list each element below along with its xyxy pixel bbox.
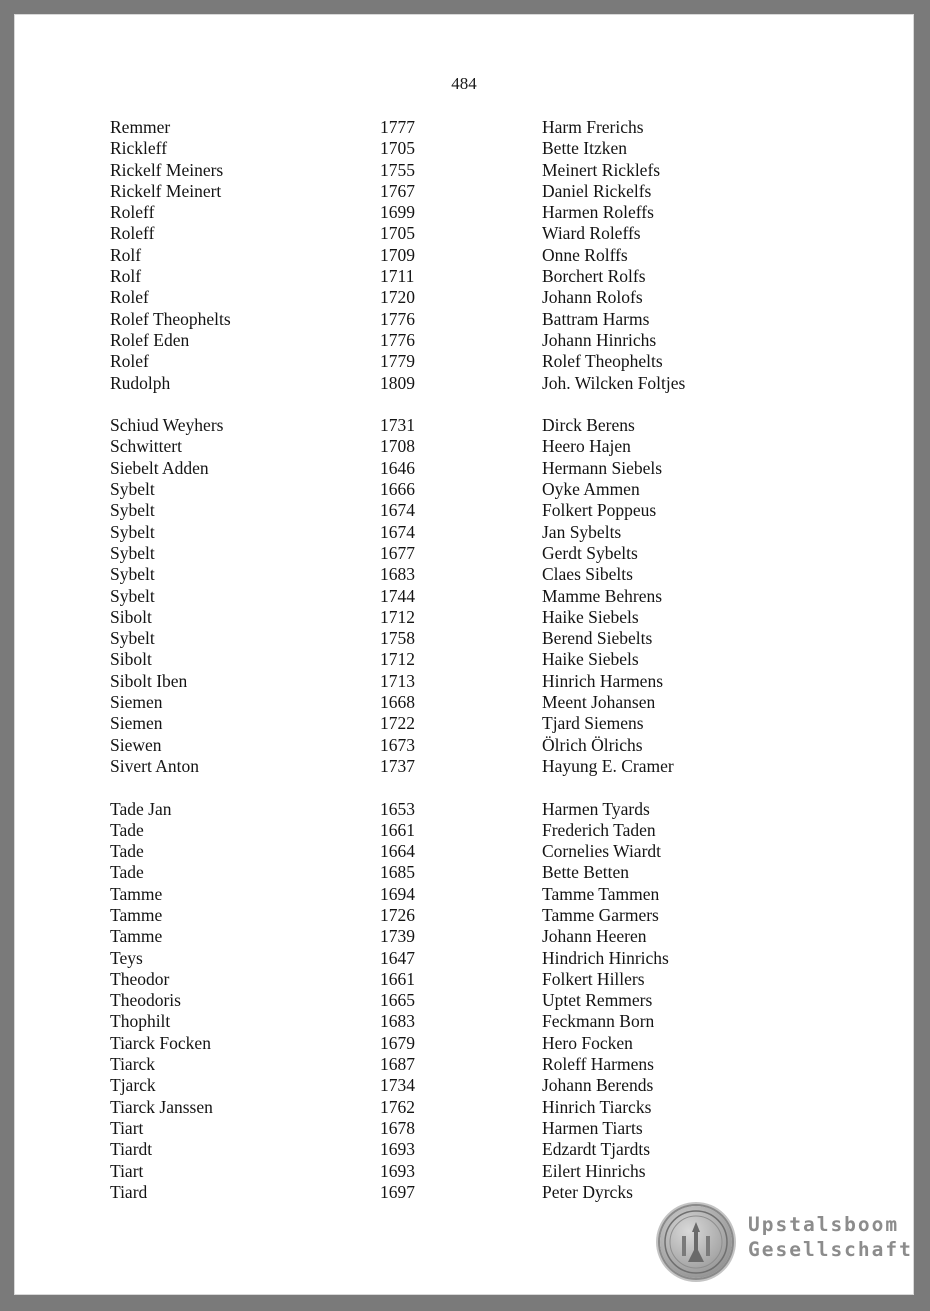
row-name: Sybelt bbox=[110, 564, 155, 585]
row-person: Battram Harms bbox=[542, 308, 650, 329]
row-person: Harmen Tiarts bbox=[542, 1117, 643, 1138]
row-year: 1744 bbox=[380, 585, 415, 606]
row-name: Tiart bbox=[110, 1160, 144, 1181]
list-row bbox=[110, 564, 810, 585]
list-row bbox=[110, 649, 810, 670]
row-year: 1678 bbox=[380, 1117, 415, 1138]
list-row bbox=[110, 223, 810, 244]
row-year: 1687 bbox=[380, 1054, 415, 1075]
row-name: Siewen bbox=[110, 734, 162, 755]
row-name: Rudolph bbox=[110, 372, 171, 393]
row-person: Claes Sibelts bbox=[542, 564, 633, 585]
list-row bbox=[110, 522, 810, 543]
row-name: Rickelf Meiners bbox=[110, 159, 224, 180]
row-name: Theodor bbox=[110, 968, 170, 989]
row-person: Wiard Roleffs bbox=[542, 223, 641, 244]
row-year: 1726 bbox=[380, 904, 415, 925]
row-person: Johann Berends bbox=[542, 1075, 654, 1096]
row-person: Frederich Taden bbox=[542, 819, 656, 840]
row-name: Sibolt Iben bbox=[110, 670, 188, 691]
row-person: Mamme Behrens bbox=[542, 585, 663, 606]
row-person: Bette Betten bbox=[542, 862, 629, 883]
row-name: Tjarck bbox=[110, 1075, 156, 1096]
list-row bbox=[110, 969, 810, 990]
row-name: Tade Jan bbox=[110, 798, 172, 819]
row-person: Tjard Siemens bbox=[542, 713, 644, 734]
logo-line-1: Upstalsboom bbox=[748, 1213, 900, 1236]
row-year: 1673 bbox=[380, 734, 415, 755]
row-year: 1722 bbox=[380, 713, 415, 734]
row-person: Hindrich Hinrichs bbox=[542, 947, 669, 968]
row-person: Roleff Harmens bbox=[542, 1054, 654, 1075]
row-person: Eilert Hinrichs bbox=[542, 1160, 646, 1181]
row-name: Sibolt bbox=[110, 649, 152, 670]
row-year: 1694 bbox=[380, 883, 415, 904]
list-row bbox=[110, 1075, 810, 1096]
row-person: Folkert Poppeus bbox=[542, 500, 657, 521]
list-row bbox=[110, 1097, 810, 1118]
row-person: Hero Focken bbox=[542, 1032, 633, 1053]
list-row bbox=[110, 1139, 810, 1160]
row-name: Rolef bbox=[110, 287, 149, 308]
row-name: Thophilt bbox=[110, 1011, 171, 1032]
list-row bbox=[110, 756, 810, 777]
list-row bbox=[110, 841, 810, 862]
upstalsboom-logo bbox=[660, 1206, 913, 1282]
row-name: Sybelt bbox=[110, 500, 155, 521]
row-year: 1762 bbox=[380, 1096, 415, 1117]
row-year: 1661 bbox=[380, 819, 415, 840]
row-person: Meent Johansen bbox=[542, 692, 656, 713]
row-year: 1767 bbox=[380, 180, 415, 201]
row-name: Siebelt Adden bbox=[110, 457, 209, 478]
row-name: Tamme bbox=[110, 926, 163, 947]
row-year: 1731 bbox=[380, 415, 415, 436]
row-person: Hermann Siebels bbox=[542, 457, 663, 478]
seal-icon bbox=[660, 1206, 732, 1278]
row-name: Rolf bbox=[110, 244, 142, 265]
row-person: Hinrich Tiarcks bbox=[542, 1096, 652, 1117]
row-person: Berend Siebelts bbox=[542, 628, 653, 649]
row-year: 1737 bbox=[380, 755, 415, 776]
row-name: Rolef bbox=[110, 351, 149, 372]
row-year: 1674 bbox=[380, 521, 415, 542]
row-year: 1712 bbox=[380, 649, 415, 670]
row-name: Tamme bbox=[110, 883, 163, 904]
row-name: Tiarck bbox=[110, 1054, 156, 1075]
row-person: Meinert Ricklefs bbox=[542, 159, 661, 180]
row-name: Theodoris bbox=[110, 990, 181, 1011]
row-person: Cornelies Wiardt bbox=[542, 841, 662, 862]
row-name: Rolef Theophelts bbox=[110, 308, 231, 329]
row-name: Tamme bbox=[110, 904, 163, 925]
row-year: 1734 bbox=[380, 1075, 415, 1096]
row-year: 1739 bbox=[380, 926, 415, 947]
row-person: Johann Hinrichs bbox=[542, 329, 657, 350]
list-row bbox=[110, 138, 810, 159]
row-year: 1709 bbox=[380, 244, 415, 265]
list-row bbox=[110, 671, 810, 692]
list-row bbox=[110, 884, 810, 905]
row-person: Haike Siebels bbox=[542, 649, 639, 670]
row-year: 1666 bbox=[380, 479, 415, 500]
row-name: Siemen bbox=[110, 692, 163, 713]
list-row bbox=[110, 181, 810, 202]
row-name: Schiud Weyhers bbox=[110, 415, 224, 436]
row-person: Joh. Wilcken Foltjes bbox=[542, 372, 686, 393]
list-row bbox=[110, 905, 810, 926]
row-year: 1776 bbox=[380, 329, 415, 350]
row-year: 1665 bbox=[380, 990, 415, 1011]
row-person: Tamme Garmers bbox=[542, 904, 659, 925]
name-register-list bbox=[110, 117, 810, 1203]
row-name: Tade bbox=[110, 862, 144, 883]
row-person: Harmen Tyards bbox=[542, 798, 650, 819]
row-name: Tiardt bbox=[110, 1139, 153, 1160]
list-row bbox=[110, 245, 810, 266]
row-name: Sybelt bbox=[110, 521, 155, 542]
list-row bbox=[110, 990, 810, 1011]
row-name: Tiard bbox=[110, 1181, 148, 1202]
list-row bbox=[110, 266, 810, 287]
row-person: Haike Siebels bbox=[542, 606, 639, 627]
row-name: Tiarck Focken bbox=[110, 1032, 211, 1053]
seal-emblem bbox=[660, 1206, 732, 1278]
row-name: Rickleff bbox=[110, 138, 168, 159]
list-row bbox=[110, 735, 810, 756]
row-person: Johann Rolofs bbox=[542, 287, 643, 308]
list-row bbox=[110, 351, 810, 372]
row-name: Sybelt bbox=[110, 585, 155, 606]
row-year: 1758 bbox=[380, 628, 415, 649]
row-person: Jan Sybelts bbox=[542, 521, 622, 542]
row-year: 1755 bbox=[380, 159, 415, 180]
row-year: 1697 bbox=[380, 1181, 415, 1202]
row-person: Feckmann Born bbox=[542, 1011, 655, 1032]
row-name: Tade bbox=[110, 841, 144, 862]
list-row bbox=[110, 458, 810, 479]
row-person: Folkert Hillers bbox=[542, 968, 645, 989]
row-person: Ölrich Ölrichs bbox=[542, 734, 643, 755]
row-year: 1683 bbox=[380, 1011, 415, 1032]
row-year: 1713 bbox=[380, 670, 415, 691]
row-year: 1693 bbox=[380, 1139, 415, 1160]
list-row bbox=[110, 309, 810, 330]
document-page bbox=[14, 14, 914, 1295]
row-year: 1685 bbox=[380, 862, 415, 883]
row-year: 1679 bbox=[380, 1032, 415, 1053]
row-person: Daniel Rickelfs bbox=[542, 180, 652, 201]
row-person: Rolef Theophelts bbox=[542, 351, 663, 372]
row-name: Sybelt bbox=[110, 542, 155, 563]
list-row bbox=[110, 713, 810, 734]
row-year: 1646 bbox=[380, 457, 415, 478]
row-year: 1777 bbox=[380, 117, 415, 137]
row-person: Oyke Ammen bbox=[542, 479, 640, 500]
row-person: Bette Itzken bbox=[542, 138, 628, 159]
row-year: 1699 bbox=[380, 202, 415, 223]
row-year: 1776 bbox=[380, 308, 415, 329]
row-name: Roleff bbox=[110, 202, 155, 223]
row-year: 1711 bbox=[380, 266, 415, 287]
list-row bbox=[110, 373, 810, 394]
row-person: Onne Rolffs bbox=[542, 244, 628, 265]
list-row bbox=[110, 607, 810, 628]
list-row bbox=[110, 330, 810, 351]
list-row bbox=[110, 436, 810, 457]
row-name: Siemen bbox=[110, 713, 163, 734]
list-row bbox=[110, 1054, 810, 1075]
list-row bbox=[110, 628, 810, 649]
list-row bbox=[110, 117, 810, 138]
logo-text bbox=[748, 1212, 913, 1262]
row-year: 1683 bbox=[380, 564, 415, 585]
row-person: Hayung E. Cramer bbox=[542, 755, 674, 776]
row-name: Tiarck Janssen bbox=[110, 1096, 213, 1117]
row-year: 1661 bbox=[380, 968, 415, 989]
row-person: Gerdt Sybelts bbox=[542, 542, 638, 563]
logo-line-2: Gesellschaft bbox=[748, 1238, 913, 1261]
row-year: 1674 bbox=[380, 500, 415, 521]
row-year: 1668 bbox=[380, 692, 415, 713]
list-row bbox=[110, 287, 810, 308]
row-name: Tiart bbox=[110, 1117, 144, 1138]
row-year: 1647 bbox=[380, 947, 415, 968]
row-name: Rolef Eden bbox=[110, 329, 190, 350]
row-person: Peter Dyrcks bbox=[542, 1181, 633, 1202]
row-name: Tade bbox=[110, 819, 144, 840]
row-person: Harmen Roleffs bbox=[542, 202, 654, 223]
row-year: 1712 bbox=[380, 606, 415, 627]
row-name: Roleff bbox=[110, 223, 155, 244]
row-name: Sybelt bbox=[110, 479, 155, 500]
list-row bbox=[110, 1033, 810, 1054]
row-year: 1720 bbox=[380, 287, 415, 308]
row-person: Heero Hajen bbox=[542, 436, 631, 457]
row-year: 1809 bbox=[380, 372, 415, 393]
row-name: Sibolt bbox=[110, 606, 152, 627]
row-person: Tamme Tammen bbox=[542, 883, 660, 904]
list-row bbox=[110, 1161, 810, 1182]
list-row bbox=[110, 500, 810, 521]
list-row bbox=[110, 948, 810, 969]
list-row bbox=[110, 820, 810, 841]
list-row bbox=[110, 1118, 810, 1139]
row-name: Sybelt bbox=[110, 628, 155, 649]
row-person: Harm Frerichs bbox=[542, 117, 644, 137]
row-person: Uptet Remmers bbox=[542, 990, 653, 1011]
list-row bbox=[110, 1182, 810, 1203]
row-year: 1677 bbox=[380, 542, 415, 563]
list-row bbox=[110, 543, 810, 564]
row-year: 1705 bbox=[380, 223, 415, 244]
row-person: Edzardt Tjardts bbox=[542, 1139, 651, 1160]
row-person: Hinrich Harmens bbox=[542, 670, 664, 691]
row-name: Rickelf Meinert bbox=[110, 180, 222, 201]
row-year: 1779 bbox=[380, 351, 415, 372]
page-number: 484 bbox=[451, 74, 477, 93]
list-row bbox=[110, 799, 810, 820]
row-person: Johann Heeren bbox=[542, 926, 647, 947]
row-person: Borchert Rolfs bbox=[542, 266, 646, 287]
list-row bbox=[110, 160, 810, 181]
list-row bbox=[110, 479, 810, 500]
list-row bbox=[110, 586, 810, 607]
list-row bbox=[110, 692, 810, 713]
row-name: Remmer bbox=[110, 117, 171, 137]
row-name: Schwittert bbox=[110, 436, 182, 457]
row-year: 1653 bbox=[380, 798, 415, 819]
list-row bbox=[110, 202, 810, 223]
list-row bbox=[110, 862, 810, 883]
row-name: Sivert Anton bbox=[110, 755, 199, 776]
row-year: 1708 bbox=[380, 436, 415, 457]
list-row bbox=[110, 1011, 810, 1032]
list-row bbox=[110, 415, 810, 436]
row-year: 1693 bbox=[380, 1160, 415, 1181]
row-person: Dirck Berens bbox=[542, 415, 635, 436]
row-name: Rolf bbox=[110, 266, 142, 287]
row-year: 1664 bbox=[380, 841, 415, 862]
list-row bbox=[110, 926, 810, 947]
row-name: Teys bbox=[110, 947, 143, 968]
row-year: 1705 bbox=[380, 138, 415, 159]
